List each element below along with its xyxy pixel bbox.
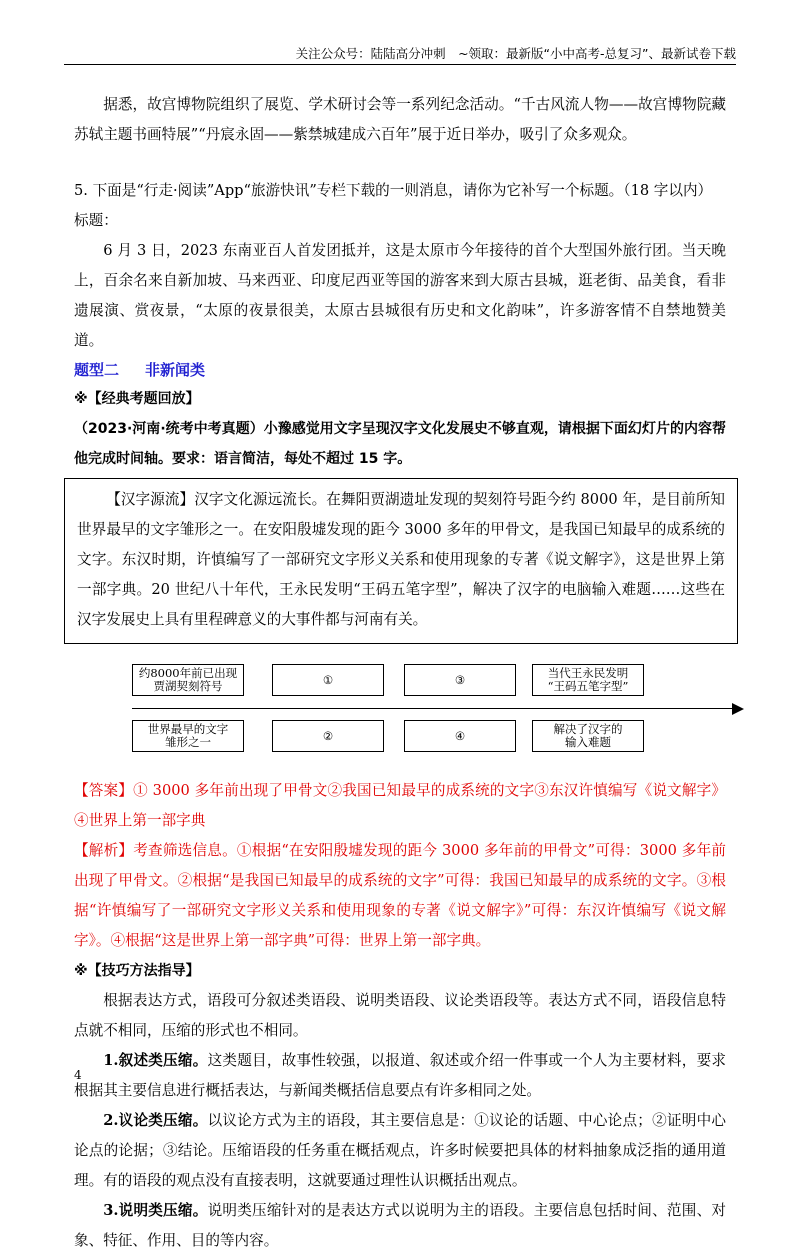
timeline-bottom-1 — [132, 720, 244, 752]
timeline-top-2 — [272, 664, 384, 696]
timeline-bottom-2-label: ② — [322, 728, 334, 743]
timeline-top-4-label: 当代王永民发明 “王码五笔字型” — [547, 666, 629, 693]
classic-heading: ※【经典考题回放】 — [74, 391, 200, 407]
tips-item-3 — [74, 1196, 726, 1256]
answer-text: ① 3000 多年前出现了甲骨文②我国已知最早的成系统的文字③东汉许慎编写《说文解字》④世界上第一部字典 — [74, 782, 726, 829]
timeline-top-3 — [404, 664, 516, 696]
timeline-axis — [132, 708, 734, 709]
timeline-bottom-3 — [404, 720, 516, 752]
tips-item-2 — [74, 1106, 726, 1196]
intro-paragraph: 据悉，故宫博物院组织了展览、学术研讨会等一系列纪念活动。“千古风流人物——故宫博物院藏苏轼主题书画特展”“丹宸永固——紫禁城建成六百年”展于近日举办，吸引了众多观众。 — [74, 96, 726, 143]
tips-item-1-text: 这类题目，故事性较强，以报道、叙述或介绍一件事或一个人为主要材料，要求根据其主要信息进行概括表达，与新闻类概括信息要点有许多相同之处。 — [74, 1052, 726, 1099]
timeline-top-2-label: ① — [322, 672, 334, 687]
source-box-text: 【汉字源流】汉字文化源远流长。在舞阳贾湖遗址发现的契刻符号距今约 8000 年，是目前所知世界最早的文字雏形之一。在安阳殷墟发现的距今 3000 多年的甲骨文，是我国已知最早的成系统的文字。东汉时期，许慎编写了一部研究文字形义关系和使用现象的专著《说文解字》，这是世界上第一部字典。20 世纪八十年代，王永民发明“王码五笔字型”，解决了汉字的电脑输入难题……这些在汉字发展史上具有里程碑意义的大事件都与河南有关。 — [77, 491, 725, 628]
arrow-right-icon — [732, 703, 744, 715]
timeline-top-1-label: 约8000年前已出现 贾湖契刻符号 — [138, 666, 238, 693]
q5-question: 5. 下面是“行走·阅读”App“旅游快讯”专栏下载的一则消息，请你为它补写一个标题。（18 字以内） — [74, 182, 713, 199]
q5-title-label: 标题： — [74, 212, 118, 229]
timeline-bottom-1-label: 世界最早的文字 雏形之一 — [147, 722, 229, 749]
tips-item-1 — [74, 1046, 726, 1106]
tips-intro: 根据表达方式，语段可分叙述类语段、说明类语段、议论类语段等。表达方式不同，语段信息特点就不相同，压缩的形式也不相同。 — [74, 992, 726, 1039]
tips-item-3-label: 3.说明类压缩。 — [103, 1202, 208, 1219]
spacer — [74, 150, 726, 176]
tips-item-1-label: 1.叙述类压缩。 — [103, 1052, 208, 1069]
answer — [74, 776, 726, 836]
timeline-bottom-4-label: 解决了汉字的 输入难题 — [553, 722, 623, 749]
page-number: 4 — [74, 1068, 82, 1082]
classic-question: （2023·河南·统考中考真题）小豫感觉用文字呈现汉字文化发展史不够直观，请根据下面幻灯片的内容帮他完成时间轴。要求：语言简洁，每处不超过 15 字。 — [74, 421, 726, 467]
section-title — [74, 356, 726, 384]
source-box — [64, 478, 738, 644]
timeline-top-4 — [532, 664, 644, 696]
page-content — [74, 90, 726, 1256]
tips-item-2-label: 2.议论类压缩。 — [103, 1112, 208, 1129]
section-title-a: 题型二 — [74, 361, 120, 379]
analysis — [74, 836, 726, 956]
timeline-top-3-label: ③ — [454, 672, 466, 687]
timeline-top-1 — [132, 664, 244, 696]
q5-news: 6 月 3 日，2023 东南亚百人首发团抵并，这是太原市今年接待的首个大型国外旅行团。当天晚上，百余名来自新加坡、马来西亚、印度尼西亚等国的游客来到大原古县城，逛老街、品美食，看非遗展演、赏夜景，“太原的夜景很美，太原古县城很有历史和文化韵味”，许多游客情不自禁地赞美道。 — [74, 242, 726, 349]
tips-item-2-text: 以议论方式为主的语段，其主要信息是：①议论的话题、中心论点；②证明中心论点的论据；③结论。压缩语段的任务重在概括观点，许多时候要把具体的材料抽象成泛指的通用道理。有的语段的观点没有直接表明，这就要通过理性认识概括出观点。 — [74, 1112, 726, 1189]
timeline-bottom-4 — [532, 720, 644, 752]
answer-label: 【答案】 — [74, 782, 134, 799]
analysis-label: 【解析】 — [74, 842, 134, 859]
timeline-bottom-2 — [272, 720, 384, 752]
timeline-bottom-3-label: ④ — [454, 728, 466, 743]
tips-heading: ※【技巧方法指导】 — [74, 963, 200, 979]
analysis-text: 考查筛选信息。①根据“在安阳殷墟发现的距今 3000 多年前的甲骨文”可得：3000 多年前出现了甲骨文。②根据“是我国已知最早的成系统的文字”可得：我国已知最早的成系统的文字。③根据“许慎编写了一部研究文字形义关系和使用现象的专著《说文解字》”可得：东汉许慎编写《说文解字》。④根据“这是世界上第一部字典”可得：世界上第一部字典。 — [74, 842, 726, 949]
section-title-b: 非新闻类 — [145, 361, 206, 379]
page-header: 关注公众号：陆陆高分冲刺 ~领取：最新版“小中高考-总复习”、最新试卷下载 — [295, 46, 736, 61]
tips-item-3-text: 说明类压缩针对的是表达方式以说明为主的语段。主要信息包括时间、范围、对象、特征、作用、目的等内容。 — [74, 1202, 726, 1249]
header-rule — [64, 64, 736, 65]
timeline — [74, 664, 726, 776]
